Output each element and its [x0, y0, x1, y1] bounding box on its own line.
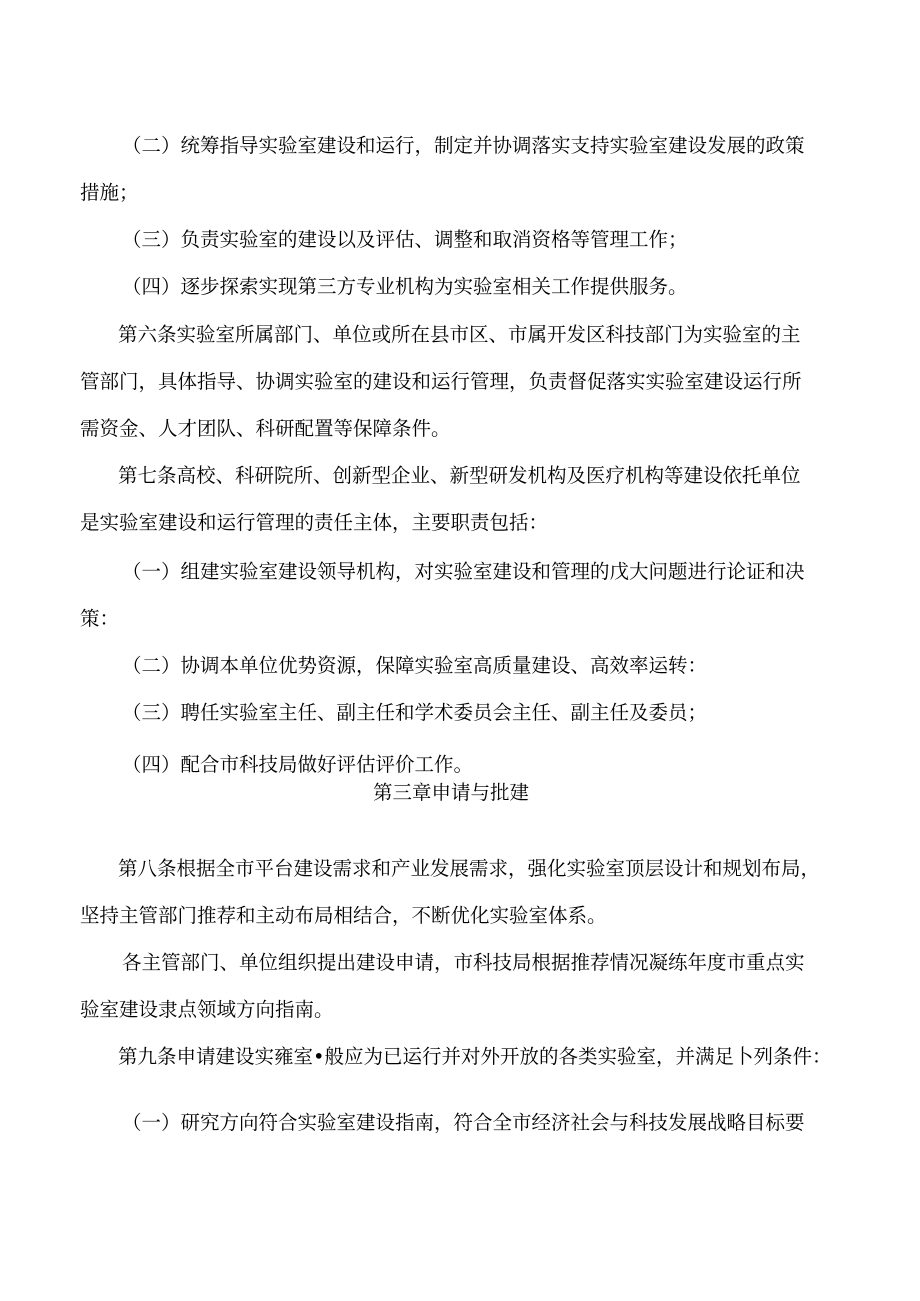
- article-seven-line: 第七条高校、科研院所、创新型企业、新型研发机构及医疗机构等建设依托单位: [118, 464, 801, 487]
- paragraph-line: 需资金、人才团队、科研配置等保障条件。: [80, 417, 451, 440]
- paragraph-line: 各主管部门、单位组织提出建设申请，市科技局根据推荐情况凝练年度市重点实: [122, 951, 805, 974]
- article-six-line: 第六条实验室所属部门、单位或所在县市区、市属开发区科技部门为实验室的主: [118, 323, 801, 346]
- paragraph-line: （一）组建实验室建设领导机构，对实验室建设和管理的戊大问题进行论证和决: [122, 560, 805, 583]
- article-nine-line: 第九条申请建设实雍室•般应为已运行并对外开放的各类实验室，并满足卜列条件：: [118, 1045, 832, 1068]
- paragraph-line: 坚持主管部门推荐和主动布局相结合，不断优化实验室体系。: [80, 904, 607, 927]
- paragraph-line: （三）聘任实验室主任、副主任和学术委员会主任、副主任及委员；: [122, 701, 708, 724]
- paragraph-line: （二）统筹指导实验室建设和运行，制定并协调落实支持实验室建设发展的政策: [122, 134, 805, 157]
- paragraph-line: （四）逐步探索实现第三方专业机构为实验室相关工作提供服务。: [122, 275, 688, 298]
- paragraph-line: 验室建设隶点领域方向指南。: [80, 998, 334, 1021]
- paragraph-line: 管部门，具体指导、协调实验室的建设和运行管理，负责督促落实实验室建设运行所: [80, 370, 802, 393]
- paragraph-line: （四）配合市科技局做好评估评价工作。: [122, 753, 474, 776]
- paragraph-line: 是实验室建设和运行管理的责任主体，主要职责包括：: [80, 511, 549, 534]
- paragraph-line: 措施；: [80, 181, 139, 204]
- article-eight-line: 第八条根据全市平台建设需求和产业发展需求，强化实验室顶层设计和规划布局，: [118, 857, 821, 880]
- paragraph-line: （一）研究方向符合实验室建设指南，符合全市经济社会与科技发展战略目标要: [122, 1111, 805, 1134]
- chapter-heading: 第三章申请与批建: [373, 781, 530, 804]
- paragraph-line: （三）负责实验室的建设以及评估、调整和取消资格等管理工作；: [122, 228, 688, 251]
- paragraph-line: （二）协调本单位优势资源，保障实验室高质量建设、高效率运转：: [122, 654, 708, 677]
- paragraph-line: 策：: [80, 607, 120, 630]
